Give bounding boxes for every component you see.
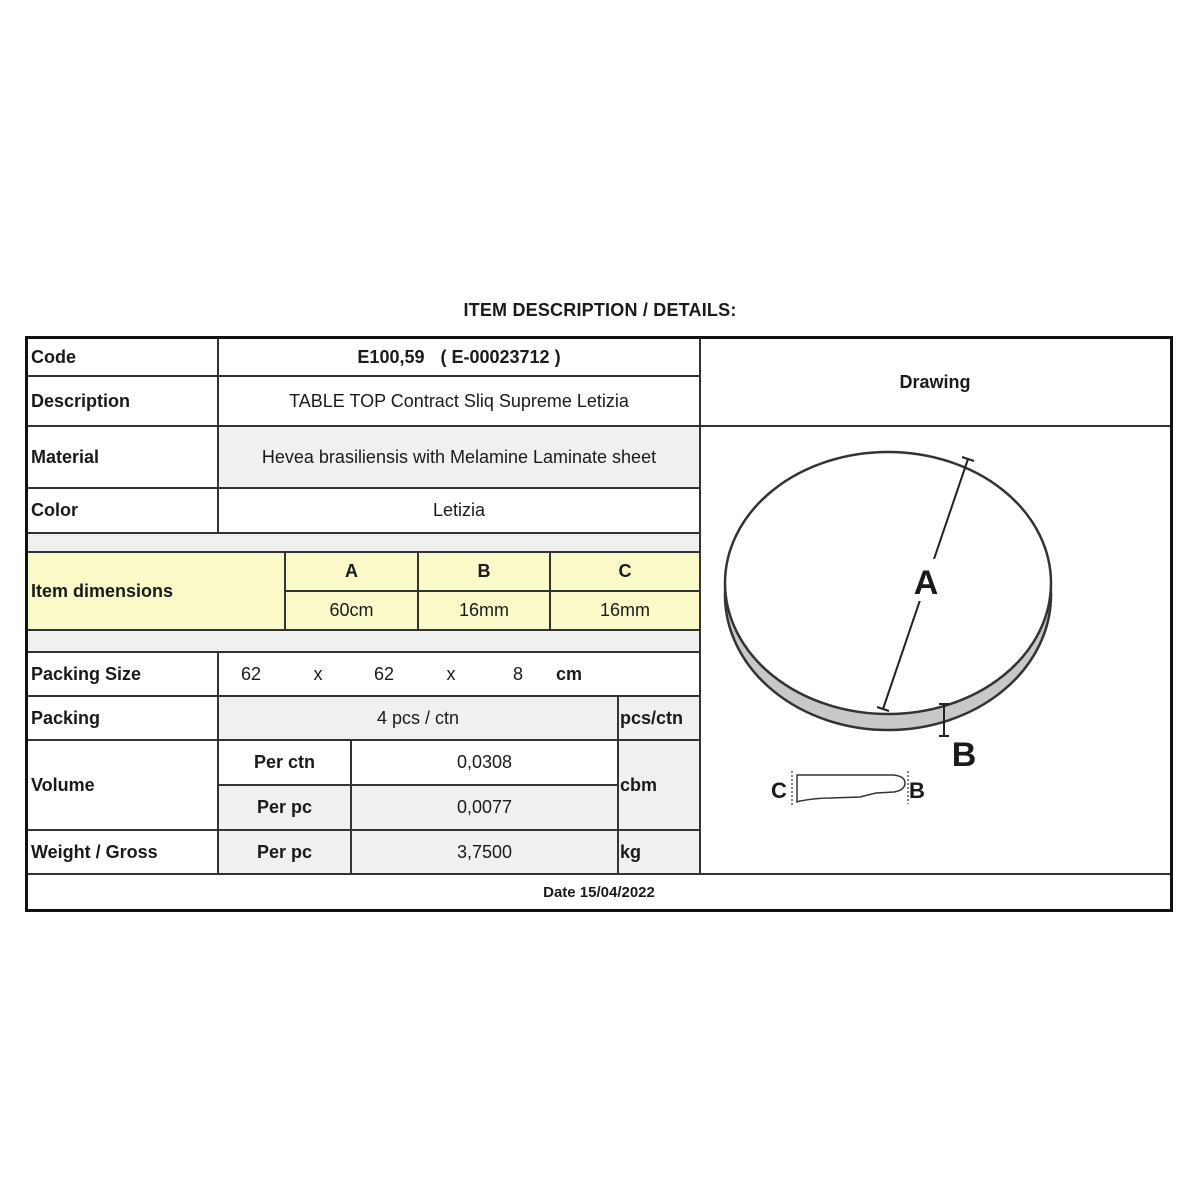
volume-per-ctn-value: 0,0308 xyxy=(456,752,513,772)
packing-size-sep-1: x xyxy=(313,663,323,684)
item-details-sheet xyxy=(25,336,1173,912)
packing-label: Packing xyxy=(31,707,101,728)
material-label: Material xyxy=(31,446,100,467)
packing-size-length: 62 xyxy=(240,663,262,684)
dimension-value-a: 60cm xyxy=(329,600,374,620)
dimension-value-b: 16mm xyxy=(458,600,509,620)
code-label: Code xyxy=(31,347,76,367)
dimension-header-b: B xyxy=(477,561,491,581)
packing-size-unit: cm xyxy=(555,663,582,684)
packing-size-width: 62 xyxy=(373,663,395,684)
footer-date: Date 15/04/2022 xyxy=(543,883,655,901)
volume-per-pc-value: 0,0077 xyxy=(456,797,513,817)
weight-per-pc-label: Per pc xyxy=(256,841,313,862)
profile-b-label: B xyxy=(909,778,925,803)
packing-size-height: 8 xyxy=(512,663,523,684)
volume-unit: cbm xyxy=(620,774,658,795)
volume-per-ctn-label: Per ctn xyxy=(253,752,316,772)
dimensions-label: Item dimensions xyxy=(31,580,174,601)
spacer-row-2 xyxy=(28,630,700,652)
volume-label: Volume xyxy=(31,774,95,795)
weight-value: 3,7500 xyxy=(456,841,513,862)
packing-value: 4 pcs / ctn xyxy=(376,707,460,728)
page-heading: ITEM DESCRIPTION / DETAILS: xyxy=(463,300,737,320)
packing-size-sep-2: x xyxy=(446,663,456,684)
table-top-drawing xyxy=(700,426,1170,873)
code-value-cell xyxy=(218,339,700,376)
table-top-surface xyxy=(725,452,1051,714)
profile-c-label: C xyxy=(771,778,787,803)
dimension-value-c: 16mm xyxy=(599,600,650,620)
packing-size-label: Packing Size xyxy=(31,663,142,684)
description-value: TABLE TOP Contract Sliq Supreme Letizia xyxy=(289,390,629,411)
dimension-b-label: B xyxy=(951,736,977,774)
packing-unit: pcs/ctn xyxy=(620,707,684,728)
dimension-header-a: A xyxy=(345,561,358,581)
dimension-a-label: A xyxy=(913,564,939,602)
code-value: E100,59 xyxy=(357,347,425,367)
description-label: Description xyxy=(31,390,131,411)
weight-unit: kg xyxy=(620,841,642,862)
weight-label: Weight / Gross xyxy=(31,841,158,862)
code-reference: ( E-00023712 ) xyxy=(440,347,561,367)
material-value: Hevea brasiliensis with Melamine Laminate sheet xyxy=(261,446,657,467)
spacer-row-1 xyxy=(28,533,700,552)
edge-profile xyxy=(797,775,905,802)
dimension-header-c: C xyxy=(618,561,632,581)
color-value: Letizia xyxy=(432,500,486,520)
drawing-title: Drawing xyxy=(899,371,971,392)
color-label: Color xyxy=(31,500,78,520)
volume-per-pc-label: Per pc xyxy=(256,797,313,817)
